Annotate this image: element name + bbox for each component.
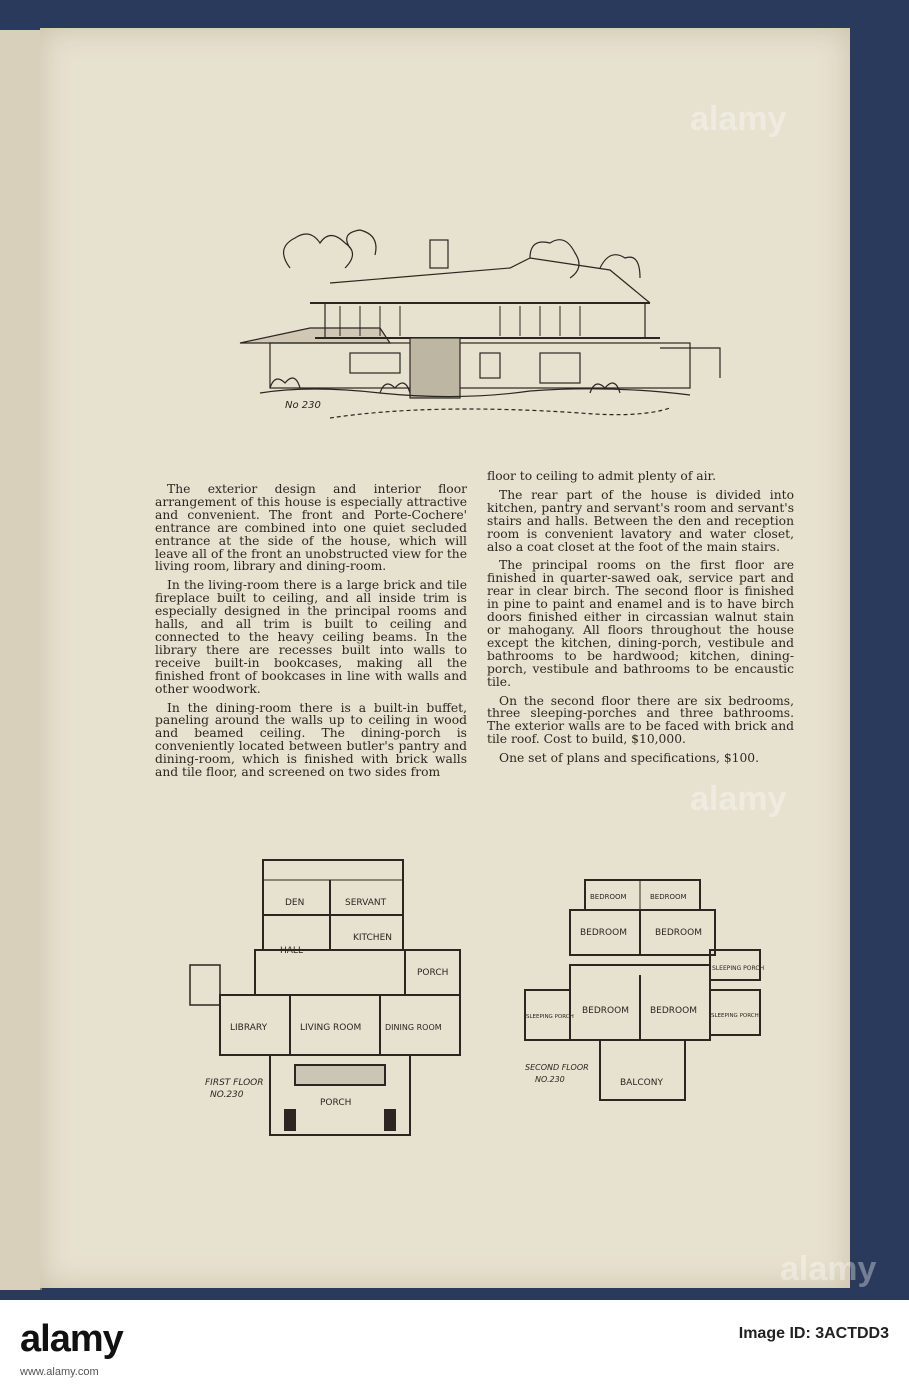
illustration-number: No 230 bbox=[285, 400, 321, 411]
room-bedroom-low-right: BEDROOM bbox=[650, 1006, 697, 1016]
room-bedroom-top-left: BEDROOM bbox=[590, 893, 627, 901]
room-library: LIBRARY bbox=[230, 1023, 268, 1033]
room-balcony: BALCONY bbox=[620, 1078, 663, 1088]
text-column-left bbox=[155, 483, 467, 785]
alamy-url: www.alamy.com bbox=[20, 1366, 99, 1378]
room-sleeping-porch-right-top: SLEEPING PORCH bbox=[712, 965, 765, 972]
floor-caption-line1: SECOND FLOOR bbox=[525, 1063, 589, 1072]
alamy-logo: alamy bbox=[20, 1318, 123, 1360]
room-hall: HALL bbox=[280, 946, 303, 956]
paragraph: In the dining-room there is a built-in buffet, paneling around the walls up to ceiling in wood and beamed ceiling. The dining-porch is conveniently located between butler's pantry and dining-room, which is finished with brick walls and tile floor, and screened on two sides from bbox=[155, 700, 467, 780]
room-living-room: LIVING ROOM bbox=[300, 1023, 362, 1033]
paragraph: On the second floor there are six bedrooms, three sleeping-porches and three bathrooms. The exterior walls are to be faced with brick and tile roof. Cost to build, $10,000. bbox=[487, 693, 794, 747]
paragraph: The rear part of the house is divided into kitchen, pantry and servant's room and servant's stairs and halls. Between the den and reception room is convenient lavatory and water closet, also a coat closet at the foot of the main stairs. bbox=[487, 487, 794, 554]
room-sleeping-porch-left: SLEEPING PORCH bbox=[526, 1014, 574, 1020]
room-bedroom-mid-left: BEDROOM bbox=[580, 928, 627, 938]
paragraph: The principal rooms on the first floor are finished in quarter-sawed oak, service part and rear in clear birch. The second floor is finished in pine to paint and enamel and is to have birch doors finished either in circassian walnut stain or mahogany. All floors throughout the house except the kitchen, dining-porch, vestibule and bathrooms to be hardwood; kitchen, dining-porch, vestibule and bathrooms to be encaustic tile. bbox=[487, 558, 794, 689]
paragraph: In the living-room there is a large brick and tile fireplace built to ceiling, and all inside trim is especially designed in the principal rooms and halls, and all trim is built to ceiling and connected to the heavy ceiling beams. In the library there are recesses built into walls to receive built-in bookcases, making all the finished front of bookcases in line with walls and other woodwork. bbox=[155, 578, 467, 696]
room-porch-front: PORCH bbox=[320, 1098, 352, 1108]
floor-caption-line2: NO.230 bbox=[535, 1075, 565, 1084]
balcony-outline bbox=[600, 1040, 685, 1100]
watermark-overlay: alamy bbox=[780, 1250, 877, 1288]
room-bedroom-mid-right: BEDROOM bbox=[655, 928, 702, 938]
image-id: Image ID: 3ACTDD3 bbox=[738, 1325, 889, 1342]
floor-caption-line1: FIRST FLOOR bbox=[205, 1078, 264, 1088]
watermark-footer bbox=[0, 1300, 909, 1390]
room-bedroom-low-left: BEDROOM bbox=[582, 1006, 629, 1016]
room-bedroom-top-right: BEDROOM bbox=[650, 893, 687, 901]
room-servant: SERVANT bbox=[345, 898, 387, 908]
room-kitchen: KITCHEN bbox=[353, 933, 392, 943]
watermark-overlay: alamy bbox=[690, 100, 787, 138]
paragraph: floor to ceiling to admit plenty of air. bbox=[487, 469, 716, 483]
room-den: DEN bbox=[285, 898, 305, 908]
text-column-right bbox=[487, 470, 794, 771]
watermark-overlay: alamy bbox=[690, 780, 787, 818]
second-floor-plan bbox=[520, 875, 780, 1145]
floor-caption-line2: NO.230 bbox=[210, 1090, 244, 1100]
first-floor-plan bbox=[185, 855, 475, 1145]
room-porch-right: PORCH bbox=[417, 968, 449, 978]
house-illustration bbox=[230, 228, 730, 438]
room-sleeping-porch-right: SLEEPING PORCH bbox=[711, 1013, 759, 1019]
paragraph: One set of plans and specifications, $100. bbox=[499, 751, 760, 766]
previous-page-edge bbox=[0, 30, 42, 1290]
paragraph: The exterior design and interior floor arrangement of this house is especially attractive and convenient. The front and Porte-Cochere' entrance are combined into one quiet secluded entrance at the side of the house, which will leave all of the front an unobstructed view for the living room, library and dining-room. bbox=[155, 482, 467, 574]
room-dining-room: DINING ROOM bbox=[385, 1023, 442, 1032]
